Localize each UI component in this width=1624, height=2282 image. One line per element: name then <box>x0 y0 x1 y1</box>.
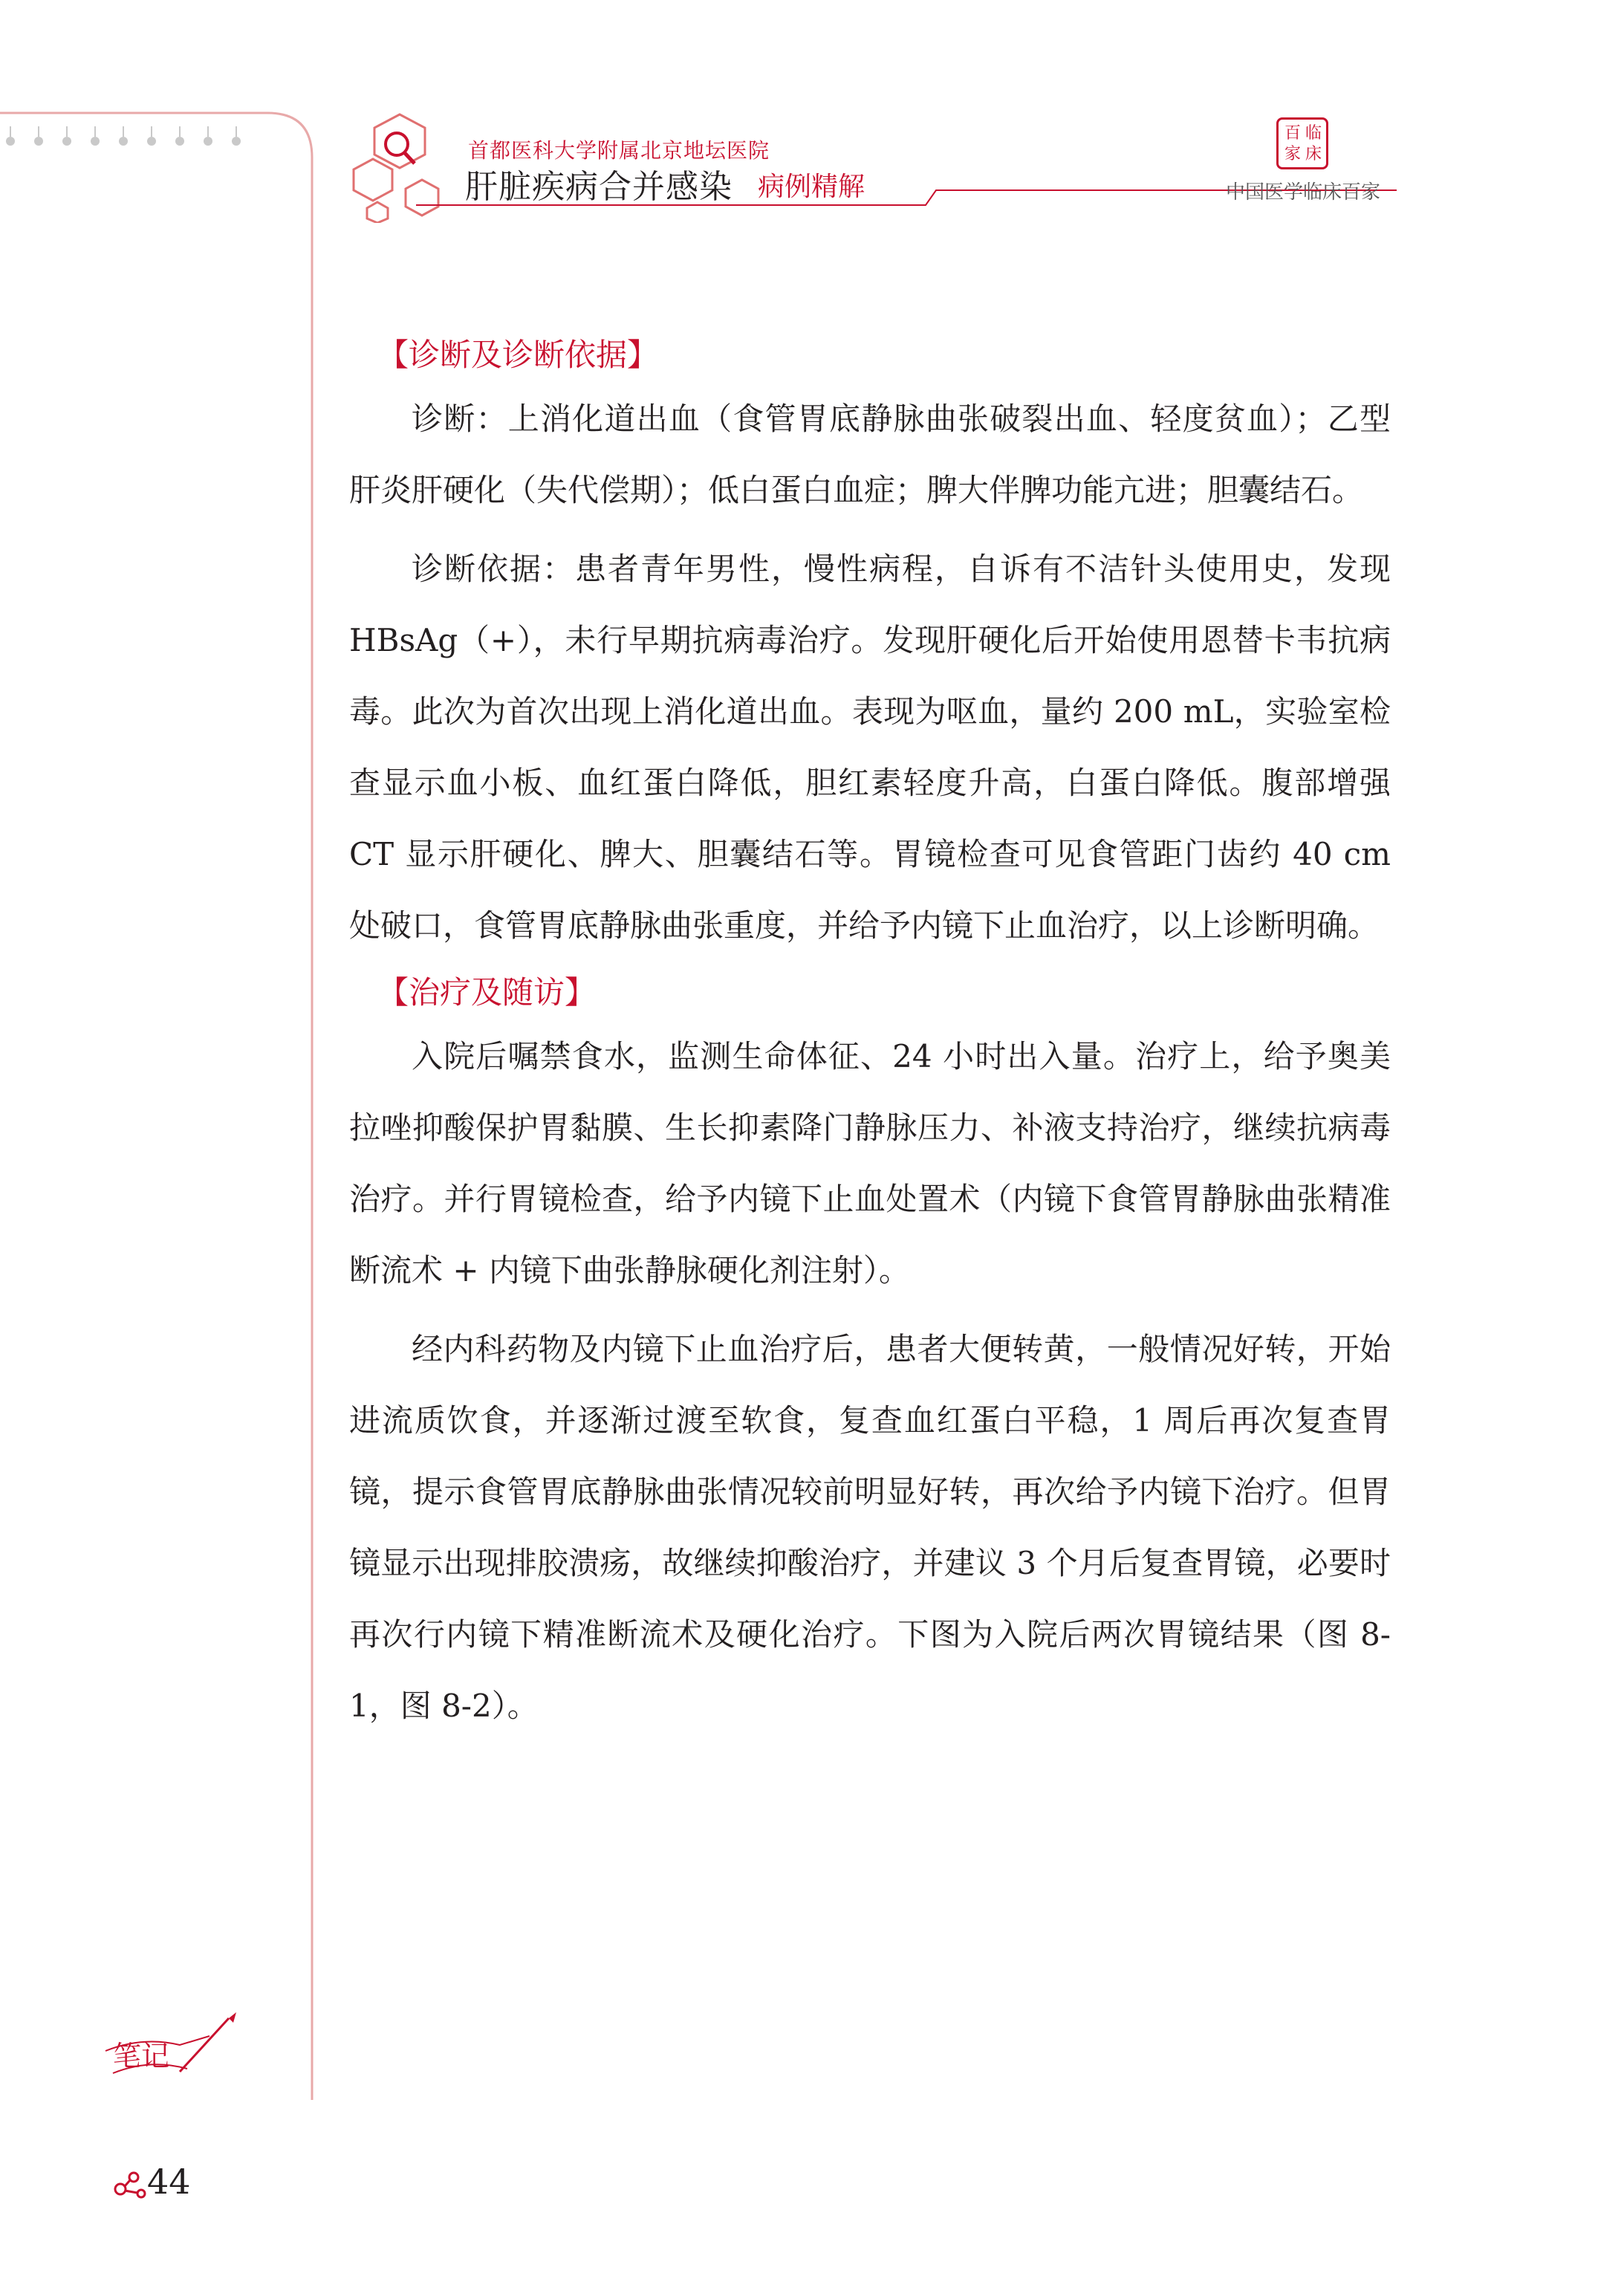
notes-pen-icon <box>98 2006 247 2088</box>
seal-stamp: 百 临 家 床 <box>1276 117 1328 169</box>
page-number: 44 <box>147 2162 191 2202</box>
main-content <box>349 334 1391 1742</box>
series-name: 中国医学临床百家 <box>1226 181 1381 204</box>
section-heading-treatment: 【治疗及随访】 <box>377 974 597 1011</box>
margin-rule <box>0 0 327 2103</box>
molecule-icon <box>111 2167 149 2200</box>
hospital-name: 首都医科大学附属北京地坛医院 <box>468 138 770 163</box>
paragraph: 入院后嘱禁食水，监测生命体征、24 小时出入量。治疗上，给予奥美拉唑抑酸保护胃黏膜、生长抑素降门静脉压力、补液支持治疗，继续抗病毒治疗。并行胃镜检查，给予内镜下止血处置术（内镜下食管胃静脉曲张精准断流术 + 内镜下曲张静脉硬化剂注射）。 <box>349 1038 1391 1289</box>
book-subtitle: 病例精解 <box>758 172 865 202</box>
book-title: 肝脏疾病合并感染 <box>465 168 733 206</box>
paragraph: 诊断依据：患者青年男性，慢性病程，自诉有不洁针头使用史，发现 HBsAg（+），未行早期抗病毒治疗。发现肝硬化后开始使用恩替卡韦抗病毒。此次为首次出现上消化道出血。表现为呕血，量约 200 mL，实验室检查显示血小板、血红蛋白降低，胆红素轻度升高，白蛋白降低。腹部增强 CT 显示肝硬化、脾大、胆囊结石等。胃镜检查可见食管距门齿约 40 cm 处破口，食管胃底静脉曲张重度，并给予内镜下止血治疗，以上诊断明确。 <box>349 551 1391 944</box>
notes-label: 笔记 <box>113 2040 170 2072</box>
paragraph: 经内科药物及内镜下止血治疗后，患者大便转黄，一般情况好转，开始进流质饮食，并逐渐过渡至软食，复查血红蛋白平稳，1 周后再次复查胃镜，提示食管胃底静脉曲张情况较前明显好转，再次给予内镜下治疗。但胃镜显示出现排胶溃疡，故继续抑酸治疗，并建议 3 个月后复查胃镜，必要时再次行内镜下精准断流术及硬化治疗。下图为入院后两次胃镜结果（图 8-1，图 8-2）。 <box>349 1331 1391 1724</box>
section-heading-diagnosis: 【诊断及诊断依据】 <box>377 337 659 373</box>
paragraph: 诊断：上消化道出血（食管胃底静脉曲张破裂出血、轻度贫血）；乙型肝炎肝硬化（失代偿期）；低白蛋白血症；脾大伴脾功能亢进；胆囊结石。 <box>349 401 1391 508</box>
